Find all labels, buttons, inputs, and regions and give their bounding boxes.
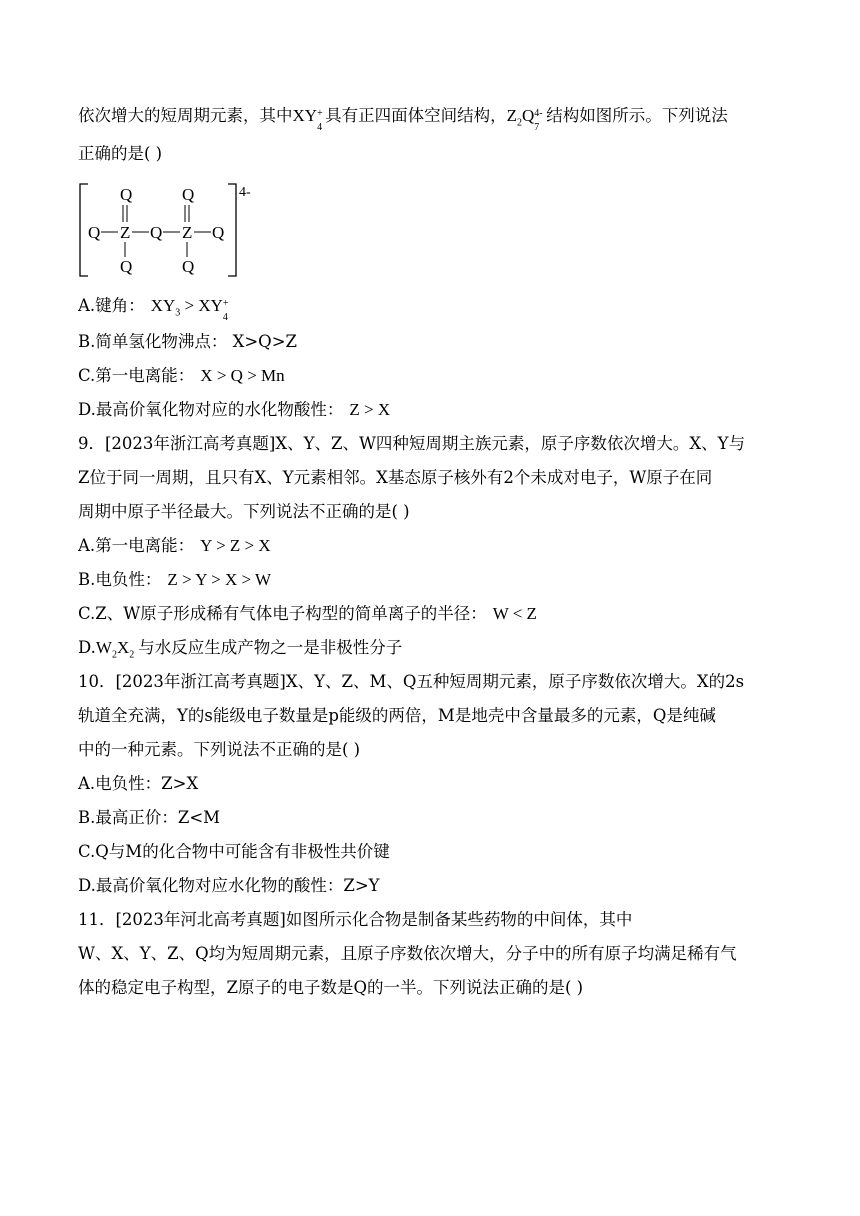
q8-stem-line1 (78, 104, 728, 133)
atom-q-bridge: Q (150, 223, 163, 242)
q9-option-a: A.第一电离能： Y > Z > X (78, 536, 271, 555)
q8-stem-text: 结构如图所示。下列说法 (546, 106, 728, 125)
q11-stem-line2: W、X、Y、Z、Q均为短周期元素，且原子序数依次增大，分子中的所有原子均满足稀有气 (78, 944, 737, 963)
q10-option-c: C.Q与M的化合物中可能含有非极性共价键 (78, 842, 390, 861)
q10-stem-line3: 中的一种元素。下列说法不正确的是( ) (78, 740, 361, 759)
q9-option-c: C.Z、W原子形成稀有气体电子构型的简单离子的半径： W < Z (78, 604, 537, 623)
atom-z-left: Z (120, 223, 131, 242)
atom-q-right: Q (212, 223, 225, 242)
q8-stem-text: 依次增大的短周期元素，其中 (78, 106, 293, 125)
q11-stem-line3: 体的稳定电子构型，Z原子的电子数是Q的一半。下列说法正确的是( ) (78, 978, 584, 997)
atom-q-top-right: Q (182, 185, 195, 204)
q9-stem-line3: 周期中原子半径最大。下列说法不正确的是( ) (78, 502, 410, 521)
q8-formula-z2q7: $Z_2Q$ 4- 7 (506, 106, 543, 133)
q8-option-a: A.键角： $XY_3$ > XY + 4 (78, 296, 229, 323)
atom-q-bottom-right: Q (182, 257, 195, 276)
q9-option-d: $D.W_2X_2$ 与水反应生成产物之一是非极性分子 (78, 638, 403, 661)
charge-label: 4- (239, 185, 251, 200)
q10-stem-line2: 轨道全充满，Y的s能级电子数量是p能级的两倍，M是地壳中含量最多的元素，Q是纯碱 (78, 706, 716, 725)
q10-option-b: B.最高正价：Z<M (78, 808, 221, 827)
q9-stem-line2: Z位于同一周期，且只有X、Y元素相邻。X基态原子核外有2个未成对电子，W原子在同 (78, 468, 713, 487)
q8-stem-line2: 正确的是( ) (78, 144, 163, 163)
atom-q-left: Q (88, 223, 101, 242)
q10-option-d: D.最高价氧化物对应水化物的酸性：Z>Y (78, 876, 380, 895)
q8-formula-xy4plus: XY + 4 (292, 106, 323, 133)
q8-option-d: D.最高价氧化物对应的水化物酸性： Z > X (78, 400, 391, 419)
atom-z-right: Z (182, 223, 193, 242)
q11-stem-line1: 11．[2023年河北高考真题]如图所示化合物是制备某些药物的中间体，其中 (78, 910, 633, 929)
q8-option-c: C.第一电离能： X > Q > Mn (78, 366, 285, 385)
q10-option-a: A.电负性：Z>X (78, 774, 199, 793)
atom-q-bottom-left: Q (120, 257, 133, 276)
atom-q-top-left: Q (120, 185, 133, 204)
z2q7-structure-diagram (78, 180, 278, 280)
right-bracket (228, 184, 236, 276)
left-bracket (80, 184, 88, 276)
q8-stem-text: 具有正四面体空间结构， (325, 106, 507, 125)
q9-option-b: B.电负性： Z > Y > X > W (78, 570, 272, 589)
q10-stem-line1: 10．[2023年浙江高考真题]X、Y、Z、M、Q五种短周期元素，原子序数依次增大。X的2s (78, 672, 745, 691)
q9-stem-line1: 9．[2023年浙江高考真题]X、Y、Z、W四种短周期主族元素，原子序数依次增大。X、Y与 (78, 434, 746, 453)
q8-option-b: B.简单氢化物沸点： X>Q>Z (78, 332, 298, 351)
